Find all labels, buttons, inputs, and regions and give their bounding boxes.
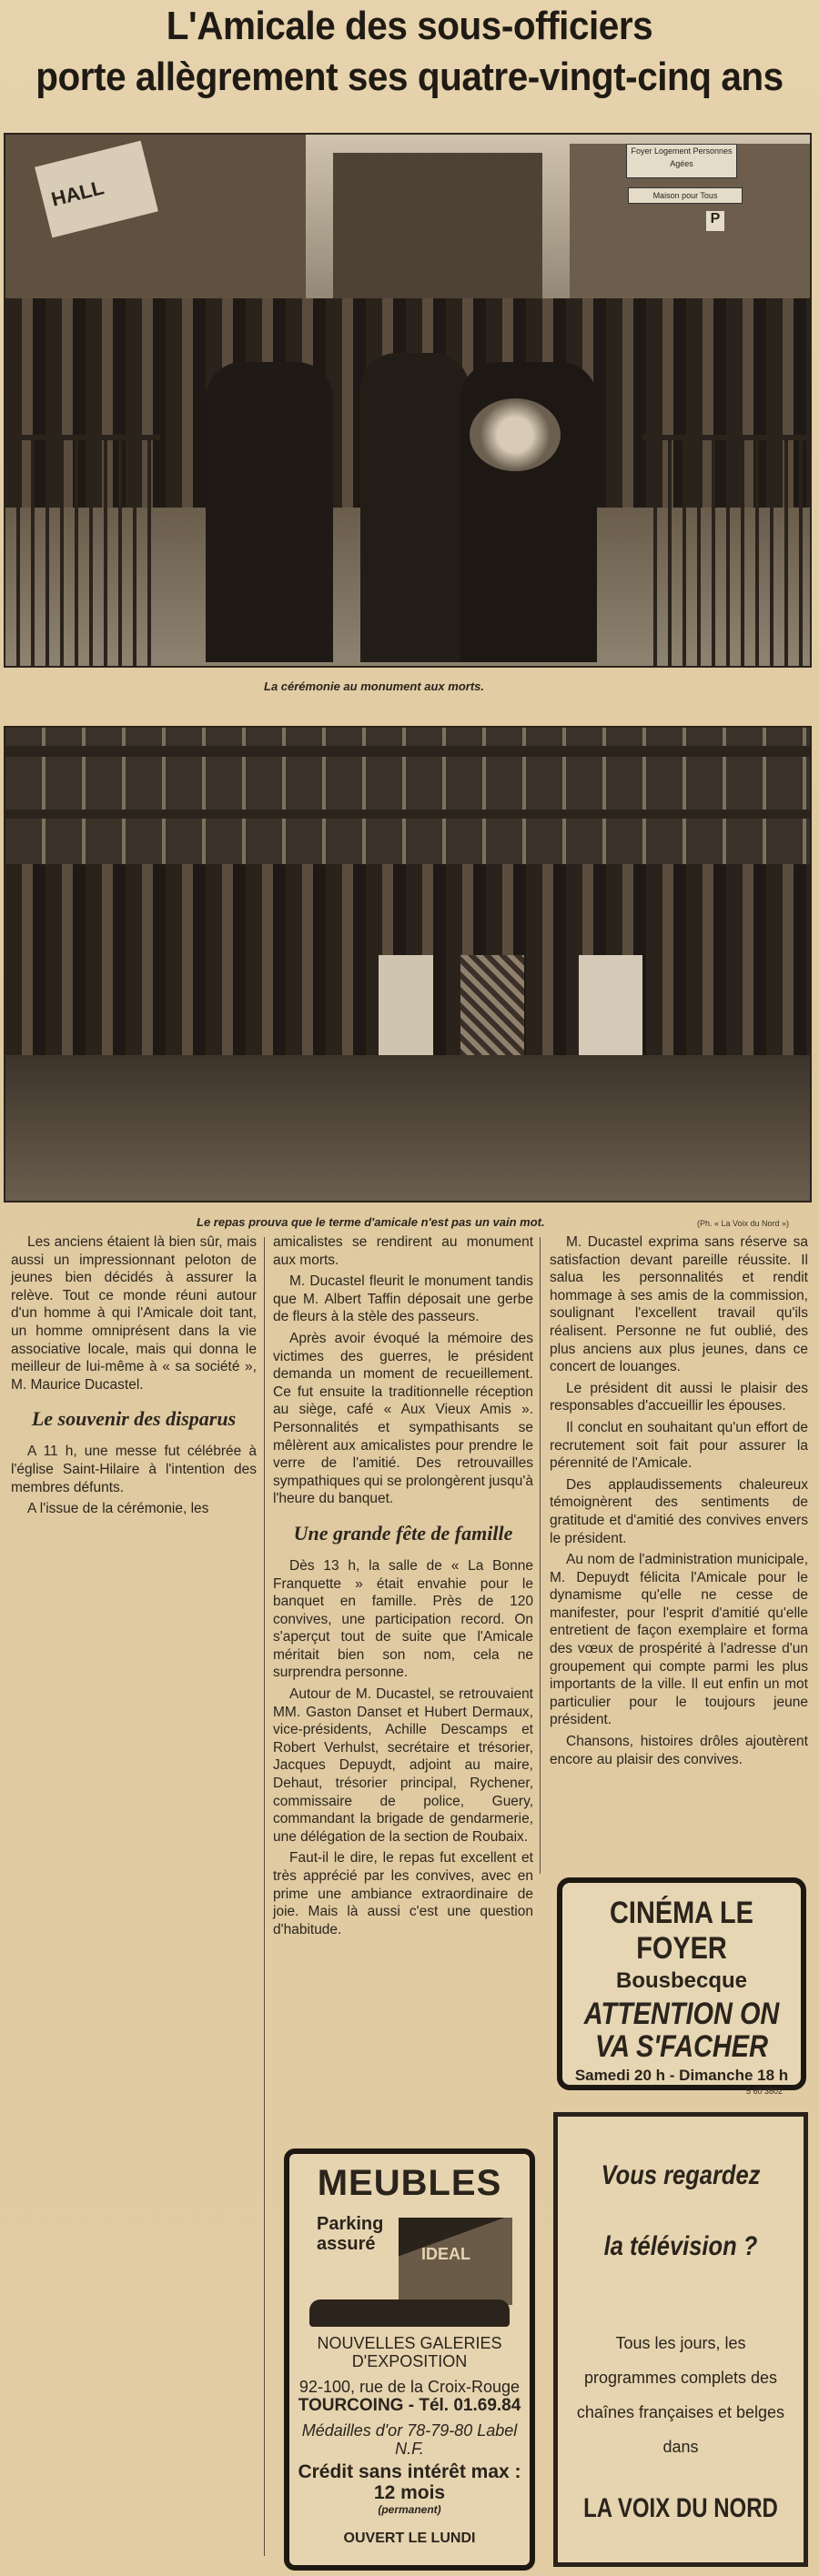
col3-paragraph-1: M. Ducastel exprima sans réserve sa satisfaction devant pareille réussite. Il salua les personnalités et rendit hommage à ses amis de la commission, soulignant l'excellent travail qu'ils réalisent. Personne ne fut oublié, des plus anciens aux plus jeunes, dans ce concert de louanges. xyxy=(550,1234,808,1375)
photo-credit: (Ph. « La Voix du Nord ») xyxy=(697,1219,790,1228)
meubles-permanent: (permanent) xyxy=(378,2503,441,2516)
col2-paragraph-6: Faut-il le dire, le repas fut excellent et très apprécié par les convives, avec en prime une ambiance extraordinaire de joie. Mais là aussi c'est une question d'habitude. xyxy=(273,1850,533,1937)
shop-sign: IDEAL xyxy=(421,2245,470,2263)
voix-brand: LA VOIX DU NORD xyxy=(583,2493,778,2523)
subheading-souvenir: Le souvenir des disparus xyxy=(31,1407,237,1431)
col2-paragraph-2: M. Ducastel fleurit le monument tandis que M. Albert Taffin déposait une gerbe de fleurs à la stèle des passeurs. xyxy=(273,1273,533,1325)
col3-paragraph-5: Au nom de l'administration municipale, M. Depuydt félicita l'Amicale pour le dynamisme qu'elle ne cesse de manifester, pour l'esprit d'amitié qu'elle entretient de façon exemplaire et forma des vœux de prospérité à l'adresse d'un groupement qui compte parmi les plus importants de la ville. Il eut enfin un mot particulier pour le toujours jeune président. xyxy=(550,1552,808,1728)
headline-line-1: L'Amicale des sous-officiers xyxy=(166,4,653,48)
voix-line-3: Tous les jours, les programmes complets des chaînes françaises et belges dans xyxy=(576,2334,785,2456)
article-column-2 xyxy=(273,1233,533,1942)
col1-paragraph-3: A l'issue de la cérémonie, les xyxy=(27,1501,209,1517)
headline-line-2: porte allègrement ses quatre-vingt-cinq ans xyxy=(35,55,784,99)
photo-banquet-caption: Le repas prouva que le terme d'amicale n'est pas un vain mot. xyxy=(197,1215,545,1229)
col3-paragraph-4: Des applaudissements chaleureux témoignèrent des sentiments de gratitude et d'amitié des convives envers le président. xyxy=(550,1476,808,1546)
col2-paragraph-4: Dès 13 h, la salle de « La Bonne Franquette » était envahie pour le banquet en famille. Près de 120 convives, une participation record. On s'aperçut tout de suite que l'Amicale méritait bien son nom, cela ne surprendra personne. xyxy=(273,1557,533,1681)
sign-foyer: Foyer Logement Personnes Agées xyxy=(626,144,737,178)
ad-cinema-le-foyer xyxy=(557,1877,806,2090)
ad-la-voix-du-nord xyxy=(553,2112,808,2567)
photo-banquet xyxy=(4,726,812,1202)
col2-paragraph-3: Après avoir évoqué la mémoire des victimes des guerres, le président demanda un moment de recueillement. Ce fut ensuite la traditionnelle réception au siège, café « Aux Vieux Amis ». Personnalités et sympathisants se mêlèrent aux amicalistes pour prendre le verre de l'amitié. Des retrouvailles sympathiques qui se prolongèrent jusqu'à l'heure du banquet. xyxy=(273,1330,533,1507)
meubles-address: 92-100, rue de la Croix-Rouge xyxy=(298,2378,521,2396)
car-illustration xyxy=(309,2299,510,2327)
cinema-ref: 5 60 3802 xyxy=(746,2087,784,2096)
meubles-city-phone: TOURCOING - Tél. 01.69.84 xyxy=(298,2396,521,2415)
voix-line-2: la télévision ? xyxy=(603,2231,758,2261)
meubles-title: MEUBLES xyxy=(317,2163,502,2203)
article-column-3 xyxy=(550,1233,808,1772)
ad-meubles-ideal xyxy=(284,2148,535,2571)
col1-paragraph-1: Les anciens étaient là bien sûr, mais aussi un impressionnant peloton de jeunes bien décidés à assurer la relève. Tout ce monde réuni autour d'un homme à qui l'Amicale doit tant, un homme omniprésent dans la vie associative locale, mais qui donna le meilleur de lui-même à « sa société », M. Maurice Ducastel. xyxy=(11,1234,257,1393)
col3-paragraph-6: Chansons, histoires drôles ajoutèrent encore au plaisir des convives. xyxy=(550,1734,808,1767)
sign-maison: Maison pour Tous xyxy=(628,187,743,204)
sign-parking: P xyxy=(706,211,724,231)
meubles-ouvert: OUVERT LE LUNDI xyxy=(343,2531,476,2546)
col2-paragraph-1: amicalistes se rendirent au monument aux morts. xyxy=(273,1234,533,1268)
cinema-film-title: ATTENTION ON VA S'FACHER xyxy=(583,1997,780,2064)
cinema-town: Bousbecque xyxy=(615,1968,748,1993)
cinema-name: CINÉMA LE FOYER xyxy=(610,1896,753,1966)
shop-illustration xyxy=(399,2218,512,2305)
article-column-1 xyxy=(11,1233,257,1522)
col3-paragraph-3: Il conclut en souhaitant qu'un effort de recrutement soit fait pour assurer la pérennité de l'Amicale. xyxy=(550,1419,808,1472)
col1-paragraph-2: A 11 h, une messe fut célébrée à l'église Saint-Hilaire à l'intention des membres défunts. xyxy=(11,1444,257,1495)
cinema-times: Samedi 20 h - Dimanche 18 h xyxy=(574,2067,789,2084)
col2-paragraph-5: Autour de M. Ducastel, se retrouvaient MM. Gaston Danset et Hubert Dermaux, vice-présidents, Achille Descamps et Robert Verhulst, secrétaire et trésorier, Jacques Depuydt, adjoint au maire, Dehaut, trésorier principal, Rychener, commissaire de police, Guery, commandant la brigade de gendarmerie, une délégation de la section de Roubaix. xyxy=(273,1686,533,1845)
meubles-galeries: NOUVELLES GALERIES D'EXPOSITION xyxy=(317,2334,502,2370)
col3-paragraph-2: Le président dit aussi le plaisir des responsables d'accueillir les épouses. xyxy=(550,1380,808,1414)
sign-hall: HALL xyxy=(48,176,106,211)
photo-ceremony-caption: La cérémonie au monument aux morts. xyxy=(264,679,485,693)
meubles-medailles: Médailles d'or 78-79-80 Label N.F. xyxy=(301,2421,518,2458)
meubles-parking: Parking assuré xyxy=(317,2214,384,2254)
subheading-fete: Une grande fête de famille xyxy=(293,1521,513,1545)
voix-line-1: Vous regardez xyxy=(601,2160,761,2190)
photo-ceremony xyxy=(4,133,812,668)
meubles-credit: Crédit sans intérêt max : 12 mois xyxy=(298,2461,521,2503)
